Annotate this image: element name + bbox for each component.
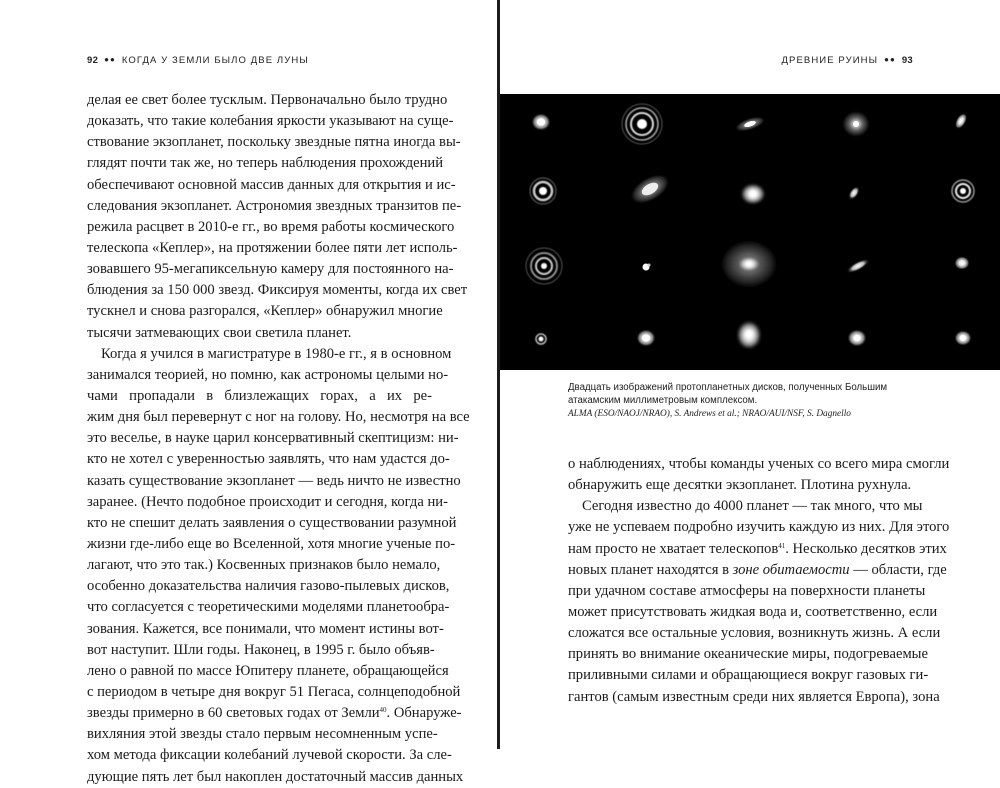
- text-line: вот наступит. Шли годы. Наконец, в 1995 г. было объяв-: [87, 641, 435, 658]
- text-line: делая ее свет более тусклым. Первоначально было трудно: [87, 92, 448, 108]
- text-line: приливными силами и обращающиеся вокруг газовых ги-: [568, 667, 929, 684]
- text-line: ствование экзопланет, поскольку звездные пятна иногда вы-: [87, 134, 461, 151]
- text-line: Когда я учился в магистратуре в 1980-е гг., я в основном: [101, 345, 452, 362]
- disk-image-grid: [500, 94, 1000, 370]
- footnote-ref-40[interactable]: 40: [379, 706, 387, 715]
- text-line: вихляния этой звезды стало первым несомненным успе-: [87, 726, 438, 743]
- text-line: кто не хотел с уверенностью заявлять, что нам удастся до-: [87, 451, 450, 468]
- text-line: телескопа «Кеплер», на протяжении более пяти лет исполь-: [87, 239, 458, 256]
- left-running-title: КОГДА У ЗЕМЛИ БЫЛО ДВЕ ЛУНЫ: [121, 55, 309, 66]
- text-line: дующие пять лет был накоплен достаточный массив данных: [87, 768, 464, 785]
- text-line: тускнел и снова разгорался, «Кеплер» обнаружил многие: [87, 303, 443, 320]
- text-line: принять во внимание океанические миры, подогреваемые: [568, 646, 928, 663]
- text-line: хом метода фиксации колебаний лучевой скорости. За сле-: [87, 747, 452, 764]
- bullet-dots: ●●: [884, 55, 896, 64]
- text-line: режила расцвет в 2010-е гг., во время работы космического: [87, 218, 455, 235]
- text-fragment: новых планет находятся в: [568, 561, 729, 578]
- text-line: Сегодня известно до 4000 планет — так много, что мы: [582, 498, 923, 515]
- text-line: уже не успеваем подробно изучить каждую из них. Для этого: [568, 519, 950, 536]
- text-line: обеспечивают основной массив данных для открытия и ис-: [87, 176, 456, 193]
- text-line: обнаружить еще десятки экзопланет. Плотина рухнула.: [568, 477, 912, 494]
- text-line: тысячи затмевающих свои светила планет.: [87, 324, 352, 341]
- text-line: доказать, что такие колебания яркости указывают на суще-: [87, 113, 454, 130]
- text-line: лено о равной по массе Юпитеру планете, обращающейся: [87, 662, 449, 679]
- text-line: гантов (самым известным среди них является Европа), зона: [568, 688, 940, 705]
- disk-15: [954, 256, 970, 270]
- text-fragment: нам просто не хватает телескопов: [568, 540, 779, 557]
- right-page-number: 93: [901, 55, 913, 66]
- text-line: сложатся все остальные условия, возникнуть жизнь. А если: [568, 625, 941, 642]
- text-line: кто не спешит делать заявления о существовании разумной: [87, 514, 457, 531]
- text-line: жизни где-либо еще во Вселенной, хотя многие ученые по-: [87, 535, 456, 552]
- text-line: жим дня был перевернут с ног на голову. Но, несмотря на все: [87, 409, 470, 426]
- disk-11: [526, 248, 562, 284]
- text-line: может присутствовать жидкая вода и, соответственно, если: [568, 603, 938, 620]
- emphasis-term: зоне обитаемости: [732, 561, 850, 578]
- disk-13: [719, 239, 779, 289]
- text-line-with-emphasis: [568, 560, 947, 581]
- text-fragment: звезды примерно в 60 световых годах от Земли: [87, 705, 380, 722]
- disk-18: [736, 320, 762, 350]
- figure-caption: [568, 381, 918, 421]
- text-fragment: — области, где: [849, 561, 947, 578]
- bullet-dots: ●●: [104, 55, 116, 64]
- disk-8: [740, 183, 766, 205]
- left-page-number: 92: [87, 55, 99, 66]
- text-line-with-note: [87, 703, 462, 724]
- text-line-with-note: [568, 539, 947, 560]
- disk-6: [530, 178, 556, 204]
- text-line: зования. Кажется, все понимали, что момент истины вот-: [87, 620, 444, 637]
- text-line: с периодом в четыре дня вокруг 51 Пегаса, солнцеподобной: [87, 683, 461, 700]
- footnote-ref-41[interactable]: 41: [778, 541, 786, 550]
- text-line: казать существование экзопланет — ведь ничто не известно: [87, 472, 461, 489]
- disk-4: [842, 111, 870, 137]
- right-running-title: ДРЕВНИЕ РУИНЫ: [781, 55, 879, 66]
- right-body-text: [568, 454, 950, 708]
- right-running-head: [781, 55, 913, 66]
- text-line: блюдения за 150 000 звезд. Фиксируя моменты, когда их свет: [87, 282, 468, 299]
- disk-20: [954, 330, 972, 346]
- disk-17: [636, 329, 656, 347]
- protoplanetary-disks-figure: [500, 94, 1000, 370]
- disk-1: [531, 113, 551, 131]
- left-body-text: [87, 90, 470, 788]
- text-line: при удачном составе атмосферы на поверхности планеты: [568, 582, 926, 599]
- text-line: это веселье, в науке царил консервативный скептицизм: ни-: [87, 430, 459, 447]
- text-line: глядят почти так же, но теперь наблюдения прохождений: [87, 155, 444, 172]
- text-fragment: . Несколько десятков этих: [785, 540, 947, 557]
- text-line: занимался теорией, но помню, как астрономы целыми но-: [87, 366, 449, 383]
- text-line: заранее. (Нечто подобное происходит и сегодня, когда ни-: [87, 493, 448, 510]
- text-line: что согласуется с теоретическими моделями планетообра-: [87, 599, 450, 616]
- disk-10: [952, 180, 974, 202]
- text-line: лагают, что это так.) Косвенных признаков было немало,: [87, 557, 441, 574]
- text-fragment: . Обнаруже-: [386, 705, 462, 722]
- text-line: следования экзопланет. Астрономия звездных транзитов пе-: [87, 197, 462, 214]
- disk-19: [847, 329, 867, 347]
- caption-text: Двадцать изображений протопланетных дисков, полученных Большим атакамским миллиметровым комплексом.: [568, 382, 888, 406]
- text-line: зовавшего 95-мегапиксельную камеру для постоянного на-: [87, 261, 454, 278]
- text-line: особенно доказательства наличия газово-пылевых дисков,: [87, 578, 450, 595]
- left-page: [0, 0, 497, 785]
- image-credit: ALMA (ESO/NAOJ/NRAO), S. Andrews et al.; NRAO/AUI/NSF, S. Dagnello: [568, 409, 851, 419]
- text-line: о наблюдениях, чтобы команды ученых со всего мира смогли: [568, 456, 950, 472]
- left-running-head: [87, 55, 309, 66]
- text-line: чами пропадали в близлежащих горах, а их ре-: [87, 387, 432, 404]
